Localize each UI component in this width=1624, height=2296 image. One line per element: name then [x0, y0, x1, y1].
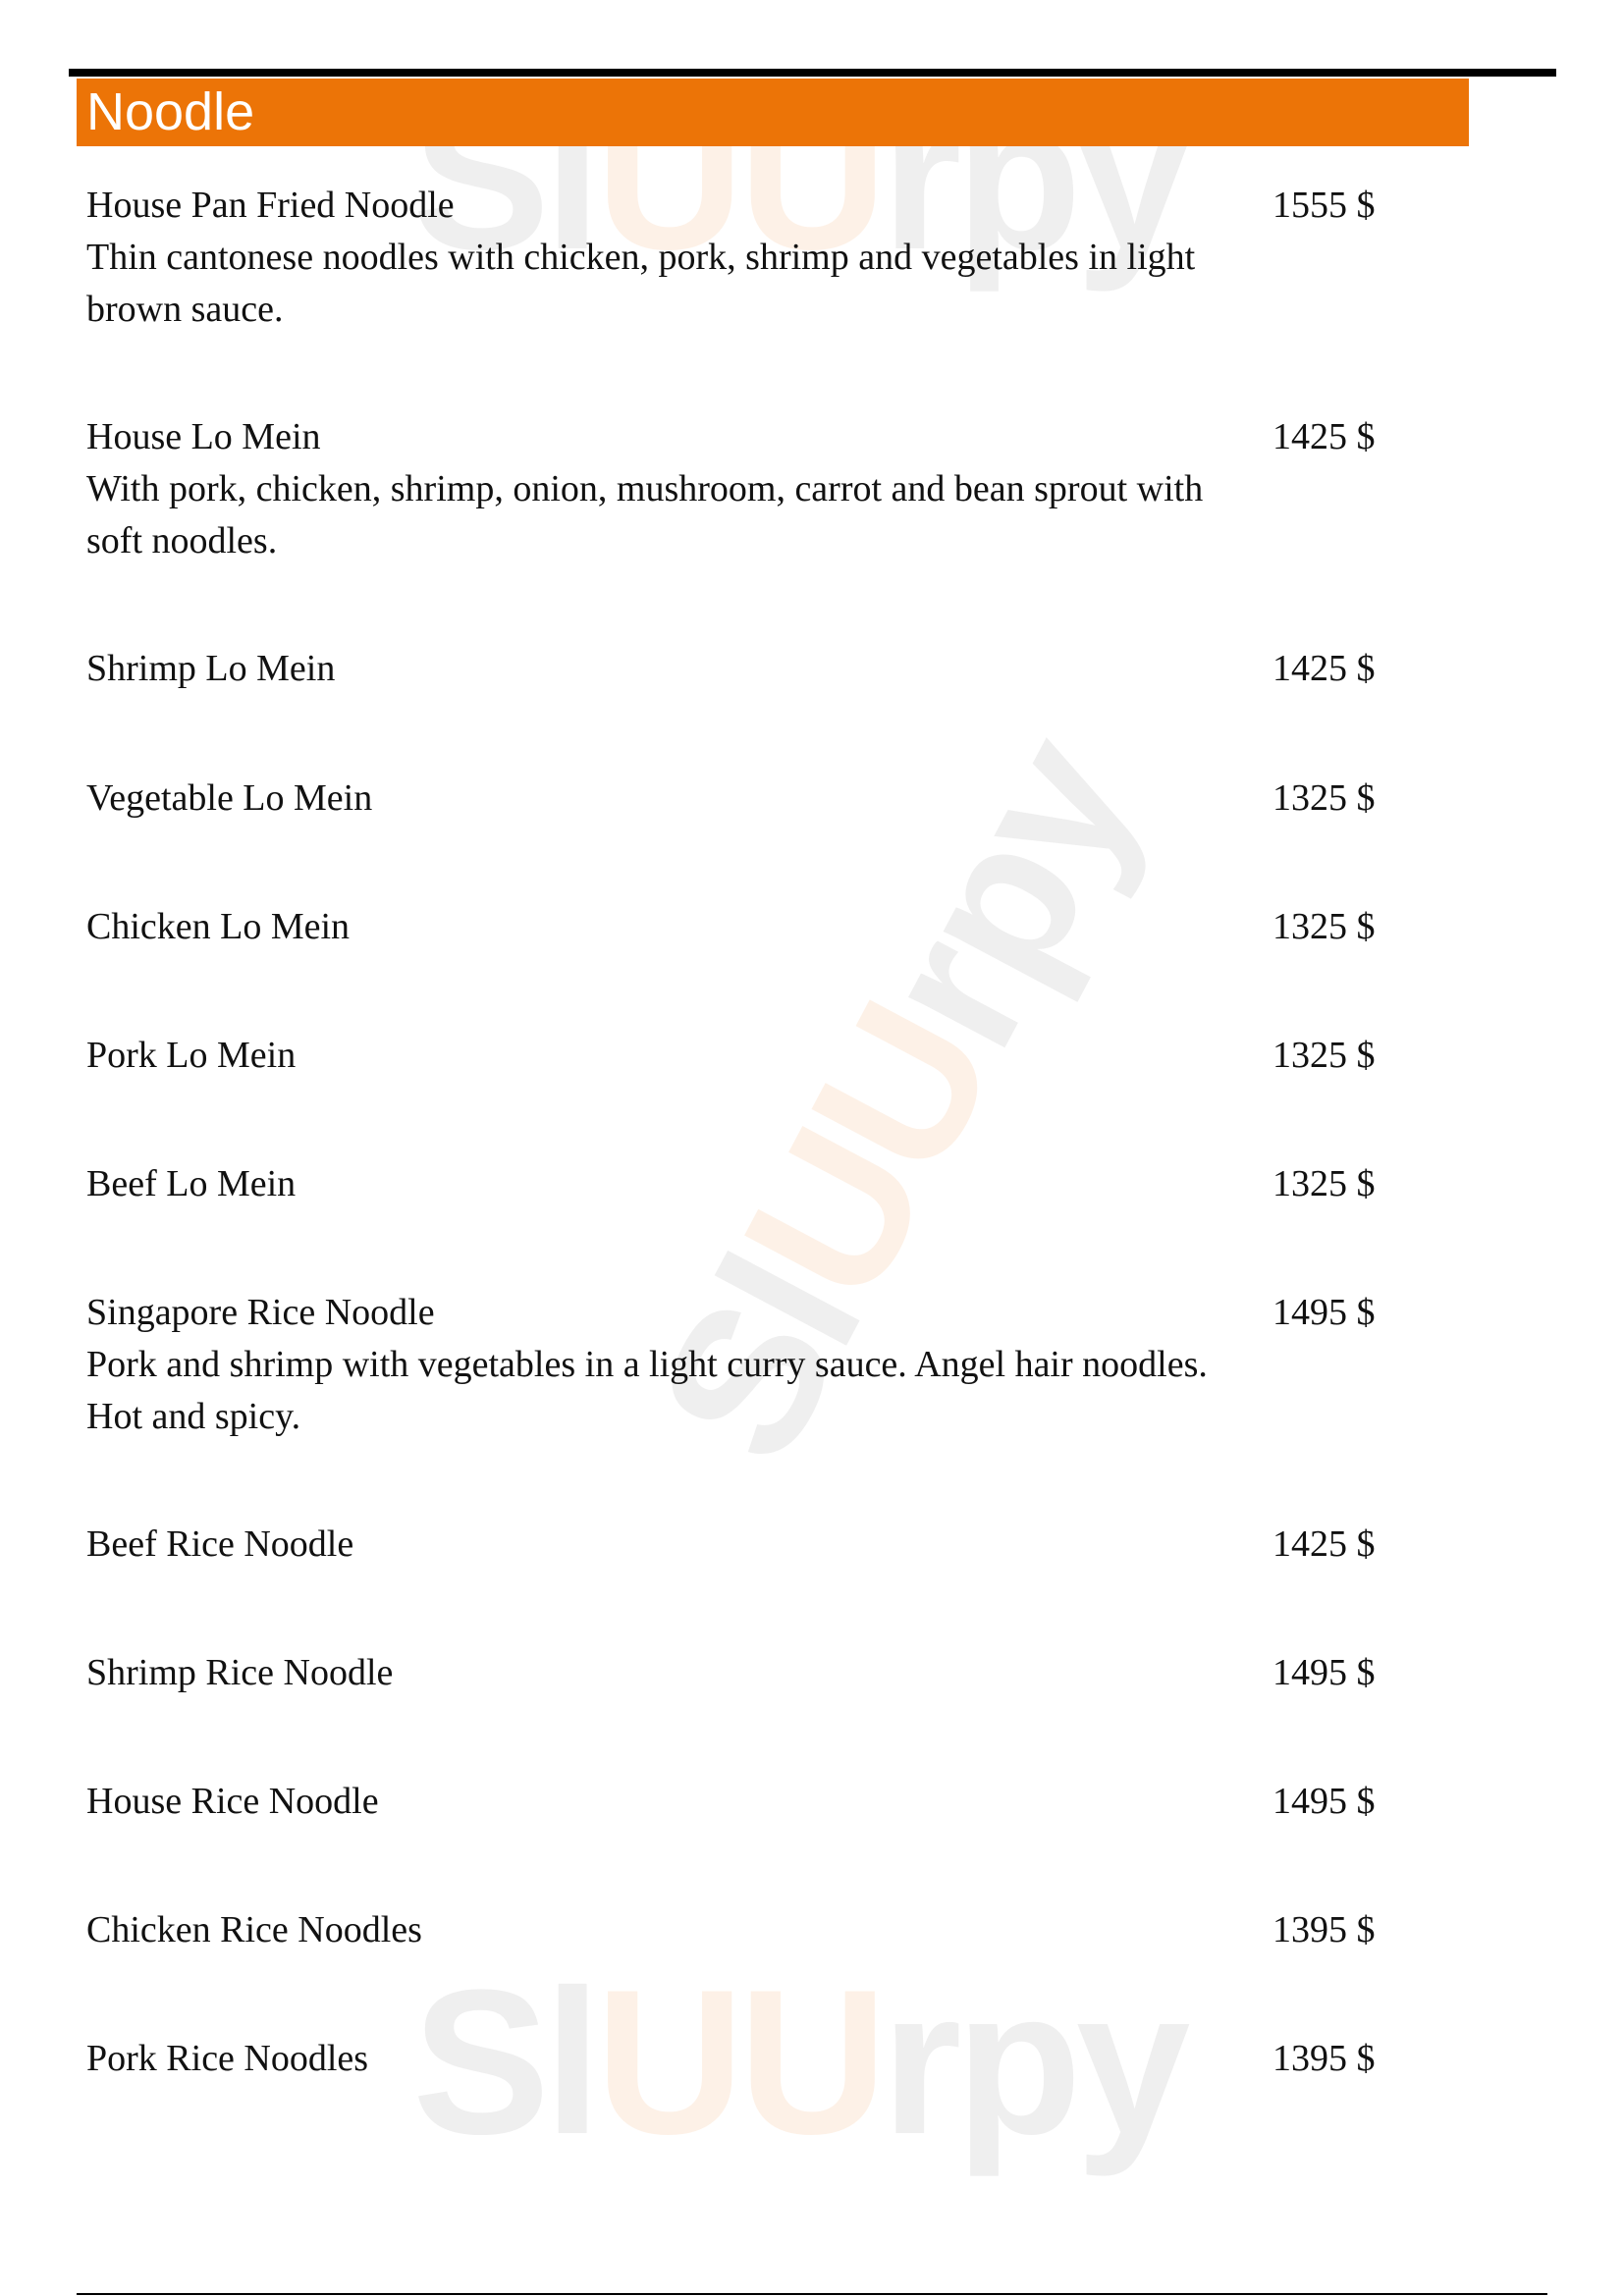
item-price: 1325 $	[1272, 1163, 1376, 1204]
item-name: Singapore Rice Noodle	[86, 1292, 435, 1333]
menu-item	[86, 773, 1412, 825]
item-name: Pork Lo Mein	[86, 1035, 297, 1076]
menu-item	[86, 1158, 1412, 1210]
item-name: Beef Rice Noodle	[86, 1523, 354, 1565]
item-description: Thin cantonese noodles with chicken, pork, shrimp and vegetables in light brown sauce.	[86, 237, 1196, 330]
bottom-divider	[77, 2293, 1547, 2295]
menu-item	[86, 1030, 1412, 1082]
item-name: Vegetable Lo Mein	[86, 777, 373, 819]
item-name: Chicken Rice Noodles	[86, 1909, 422, 1950]
menu-item	[86, 1287, 1412, 1443]
item-description: With pork, chicken, shrimp, onion, mushroom, carrot and bean sprout with soft noodles.	[86, 468, 1204, 561]
item-price: 1395 $	[1272, 2038, 1376, 2079]
item-price: 1495 $	[1272, 1781, 1376, 1822]
watermark-logo: SlUUrpy	[613, 705, 1180, 1496]
menu-item	[86, 1647, 1412, 1699]
item-price: 1325 $	[1272, 906, 1376, 947]
item-name: Shrimp Rice Noodle	[86, 1652, 394, 1693]
item-price: 1395 $	[1272, 1909, 1376, 1950]
item-description: Pork and shrimp with vegetables in a light curry sauce. Angel hair noodles. Hot and spicy.	[86, 1344, 1208, 1437]
menu-item	[86, 1904, 1412, 1956]
section-title: Noodle	[86, 82, 255, 141]
watermark-logo: SlUUrpy	[412, 1947, 1185, 2177]
item-name: Shrimp Lo Mein	[86, 648, 336, 689]
item-price: 1495 $	[1272, 1652, 1376, 1693]
item-price: 1325 $	[1272, 1035, 1376, 1076]
item-price: 1425 $	[1272, 416, 1376, 457]
item-name: House Pan Fried Noodle	[86, 185, 455, 226]
menu-item	[86, 180, 1412, 336]
menu-item	[86, 411, 1412, 567]
menu-item	[86, 643, 1412, 695]
item-name: House Rice Noodle	[86, 1781, 379, 1822]
item-price: 1425 $	[1272, 1523, 1376, 1565]
item-price: 1495 $	[1272, 1292, 1376, 1333]
item-name: Pork Rice Noodles	[86, 2038, 369, 2079]
item-name: Beef Lo Mein	[86, 1163, 297, 1204]
watermark-logo: SlUUrpy	[412, 62, 1185, 293]
menu-item	[86, 1519, 1412, 1571]
item-price: 1555 $	[1272, 185, 1376, 226]
item-price: 1425 $	[1272, 648, 1376, 689]
item-price: 1325 $	[1272, 777, 1376, 819]
menu-item	[86, 1776, 1412, 1828]
menu-item	[86, 2033, 1412, 2085]
menu-item	[86, 901, 1412, 953]
item-name: Chicken Lo Mein	[86, 906, 351, 947]
item-name: House Lo Mein	[86, 416, 321, 457]
